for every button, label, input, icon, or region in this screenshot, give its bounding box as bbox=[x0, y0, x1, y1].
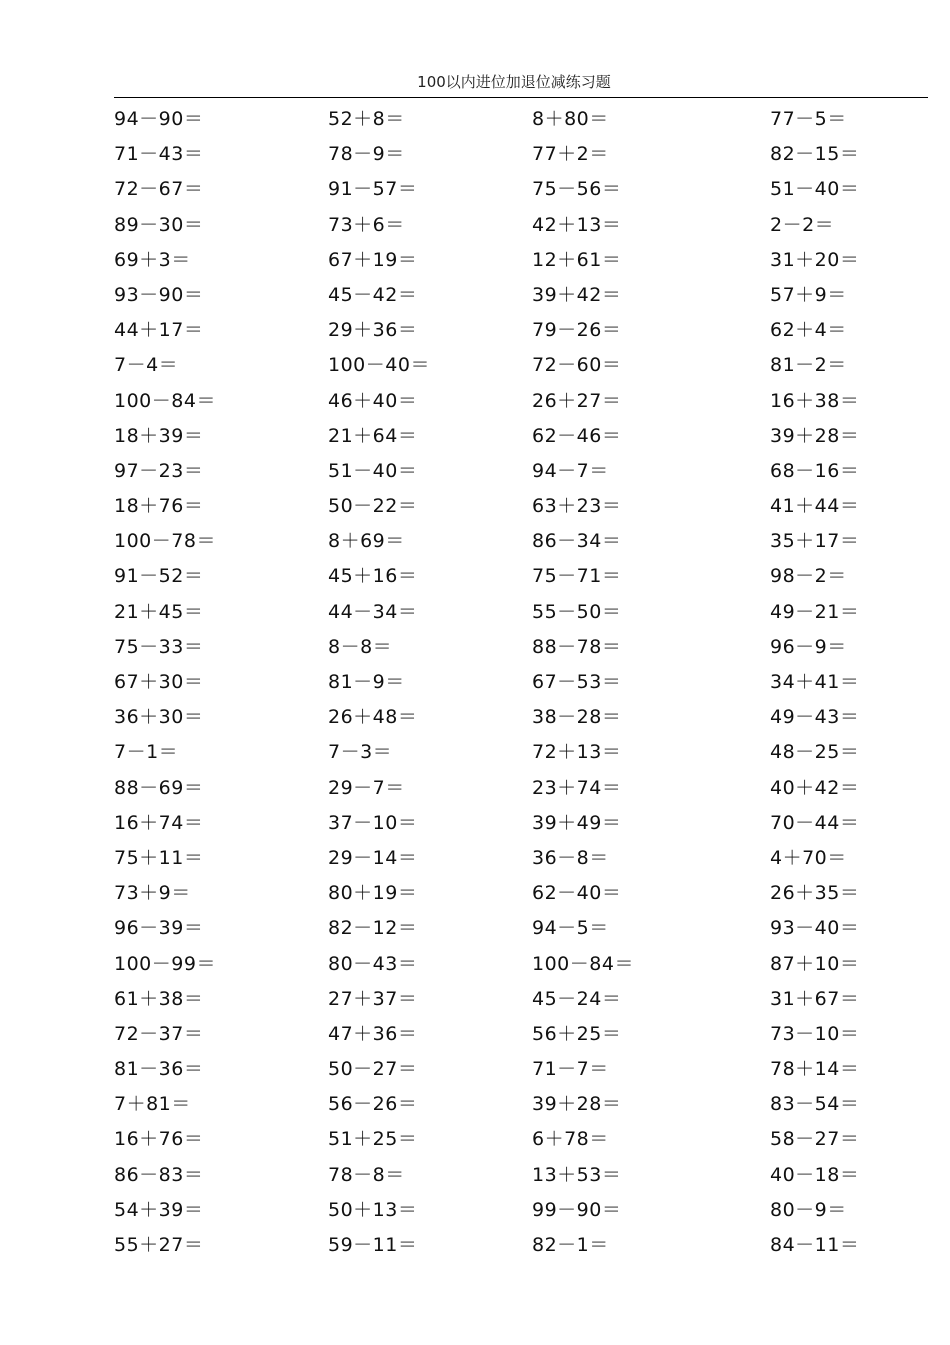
problem-row bbox=[0, 1087, 950, 1122]
problem-item: 44－34＝ bbox=[328, 600, 418, 623]
problem-item: 39＋42＝ bbox=[532, 283, 622, 306]
problem-item: 73＋9＝ bbox=[114, 882, 191, 905]
problem-item: 7＋81＝ bbox=[114, 1093, 191, 1116]
problem-item: 56＋25＝ bbox=[532, 1022, 622, 1045]
problem-item: 84－11＝ bbox=[770, 1234, 860, 1256]
problem-item: 62－40＝ bbox=[532, 882, 622, 905]
problem-item: 31＋20＝ bbox=[770, 248, 860, 271]
problem-row bbox=[0, 841, 950, 876]
problem-item: 18＋39＝ bbox=[114, 424, 204, 447]
problem-item: 62－46＝ bbox=[532, 424, 622, 447]
problem-item: 80＋19＝ bbox=[328, 882, 418, 905]
problem-item: 72＋13＝ bbox=[532, 741, 622, 764]
problem-item: 62＋4＝ bbox=[770, 319, 847, 342]
problem-item: 16＋38＝ bbox=[770, 389, 860, 412]
problem-item: 21＋45＝ bbox=[114, 600, 204, 623]
problem-item: 73＋6＝ bbox=[328, 213, 405, 236]
problem-item: 47＋36＝ bbox=[328, 1022, 418, 1045]
problem-item: 55＋27＝ bbox=[114, 1234, 204, 1256]
problem-item: 75－56＝ bbox=[532, 178, 622, 201]
problem-item: 2－2＝ bbox=[770, 213, 835, 236]
problem-item: 75－33＝ bbox=[114, 635, 204, 658]
problem-row bbox=[0, 1122, 950, 1157]
problem-row bbox=[0, 595, 950, 630]
problem-item: 13＋53＝ bbox=[532, 1163, 622, 1186]
problem-item: 39＋28＝ bbox=[532, 1093, 622, 1116]
problem-item: 6＋78＝ bbox=[532, 1128, 609, 1151]
problem-row bbox=[0, 102, 950, 137]
problem-item: 49－43＝ bbox=[770, 706, 860, 729]
problem-item: 52＋8＝ bbox=[328, 108, 405, 130]
problem-item: 7－3＝ bbox=[328, 741, 393, 764]
problem-item: 81－2＝ bbox=[770, 354, 847, 377]
problem-item: 87＋10＝ bbox=[770, 952, 860, 975]
problem-item: 82－15＝ bbox=[770, 143, 860, 166]
problem-item: 94－7＝ bbox=[532, 459, 609, 482]
problem-item: 77－5＝ bbox=[770, 108, 847, 130]
problem-row bbox=[0, 947, 950, 982]
problem-item: 55－50＝ bbox=[532, 600, 622, 623]
problem-item: 37－10＝ bbox=[328, 811, 418, 834]
problem-row bbox=[0, 559, 950, 594]
problem-item: 44＋17＝ bbox=[114, 319, 204, 342]
problem-item: 77＋2＝ bbox=[532, 143, 609, 166]
problem-row bbox=[0, 806, 950, 841]
problem-row bbox=[0, 454, 950, 489]
problem-item: 82－12＝ bbox=[328, 917, 418, 940]
problem-item: 51＋25＝ bbox=[328, 1128, 418, 1151]
problem-item: 68－16＝ bbox=[770, 459, 860, 482]
problem-item: 41＋44＝ bbox=[770, 495, 860, 518]
problem-item: 51－40＝ bbox=[770, 178, 860, 201]
problem-item: 94－5＝ bbox=[532, 917, 609, 940]
problem-item: 88－69＝ bbox=[114, 776, 204, 799]
problem-item: 71－43＝ bbox=[114, 143, 204, 166]
problem-row bbox=[0, 982, 950, 1017]
problem-row bbox=[0, 384, 950, 419]
problem-item: 81－9＝ bbox=[328, 671, 405, 693]
problem-row bbox=[0, 348, 950, 383]
problem-item: 39＋49＝ bbox=[532, 811, 622, 834]
problem-item: 26＋35＝ bbox=[770, 882, 860, 905]
problem-item: 56－26＝ bbox=[328, 1093, 418, 1116]
problem-item: 100－40＝ bbox=[328, 354, 430, 377]
problem-item: 78－8＝ bbox=[328, 1163, 405, 1186]
problem-item: 12＋61＝ bbox=[532, 248, 622, 271]
problem-item: 78－9＝ bbox=[328, 143, 405, 166]
problem-item: 80－9＝ bbox=[770, 1198, 847, 1221]
problem-item: 31＋67＝ bbox=[770, 987, 860, 1010]
problem-row bbox=[0, 630, 950, 665]
problem-item: 36－8＝ bbox=[532, 846, 609, 869]
problem-item: 89－30＝ bbox=[114, 213, 204, 236]
problem-row bbox=[0, 876, 950, 911]
problem-item: 80－43＝ bbox=[328, 952, 418, 975]
problem-item: 26＋48＝ bbox=[328, 706, 418, 729]
problem-item: 23＋74＝ bbox=[532, 776, 622, 799]
problem-item: 4＋70＝ bbox=[770, 846, 847, 869]
problem-item: 29＋36＝ bbox=[328, 319, 418, 342]
problem-item: 94－90＝ bbox=[114, 108, 204, 130]
problem-item: 72－37＝ bbox=[114, 1022, 204, 1045]
problem-row bbox=[0, 700, 950, 735]
problem-item: 48－25＝ bbox=[770, 741, 860, 764]
problem-item: 63＋23＝ bbox=[532, 495, 622, 518]
problem-item: 72－60＝ bbox=[532, 354, 622, 377]
problem-item: 49－21＝ bbox=[770, 600, 860, 623]
problem-item: 72－67＝ bbox=[114, 178, 204, 201]
problem-item: 75－71＝ bbox=[532, 565, 622, 588]
problem-row bbox=[0, 1017, 950, 1052]
problem-row bbox=[0, 419, 950, 454]
problem-item: 29－14＝ bbox=[328, 846, 418, 869]
problem-item: 67＋30＝ bbox=[114, 671, 204, 693]
problem-row bbox=[0, 735, 950, 770]
problem-item: 7－1＝ bbox=[114, 741, 179, 764]
problem-item: 70－44＝ bbox=[770, 811, 860, 834]
problem-item: 46＋40＝ bbox=[328, 389, 418, 412]
problem-item: 82－1＝ bbox=[532, 1234, 609, 1256]
problem-item: 40＋42＝ bbox=[770, 776, 860, 799]
problem-item: 59－11＝ bbox=[328, 1234, 418, 1256]
problem-row bbox=[0, 665, 950, 700]
problem-item: 34＋41＝ bbox=[770, 671, 860, 693]
problem-row bbox=[0, 172, 950, 207]
problem-item: 83－54＝ bbox=[770, 1093, 860, 1116]
problem-row bbox=[0, 1052, 950, 1087]
page-title: 100以内进位加退位减练习题 bbox=[417, 73, 611, 91]
problem-row bbox=[0, 243, 950, 278]
problem-item: 93－40＝ bbox=[770, 917, 860, 940]
problem-item: 57＋9＝ bbox=[770, 283, 847, 306]
problem-row bbox=[0, 489, 950, 524]
problem-item: 40－18＝ bbox=[770, 1163, 860, 1186]
problem-item: 86－34＝ bbox=[532, 530, 622, 553]
problem-item: 16＋74＝ bbox=[114, 811, 204, 834]
problem-item: 8＋69＝ bbox=[328, 530, 405, 553]
problem-item: 42＋13＝ bbox=[532, 213, 622, 236]
problem-item: 45－24＝ bbox=[532, 987, 622, 1010]
problem-row bbox=[0, 1228, 950, 1263]
problem-item: 98－2＝ bbox=[770, 565, 847, 588]
problem-item: 58－27＝ bbox=[770, 1128, 860, 1151]
problem-item: 100－84＝ bbox=[532, 952, 634, 975]
problem-item: 97－23＝ bbox=[114, 459, 204, 482]
problem-item: 69＋3＝ bbox=[114, 248, 191, 271]
problem-item: 79－26＝ bbox=[532, 319, 622, 342]
problem-item: 67－53＝ bbox=[532, 671, 622, 693]
problem-item: 100－99＝ bbox=[114, 952, 216, 975]
problem-row bbox=[0, 771, 950, 806]
problem-item: 8－8＝ bbox=[328, 635, 393, 658]
problem-item: 71－7＝ bbox=[532, 1058, 609, 1081]
problem-row bbox=[0, 911, 950, 946]
problem-item: 93－90＝ bbox=[114, 283, 204, 306]
problem-item: 54＋39＝ bbox=[114, 1198, 204, 1221]
problem-item: 96－39＝ bbox=[114, 917, 204, 940]
problem-item: 36＋30＝ bbox=[114, 706, 204, 729]
problem-item: 7－4＝ bbox=[114, 354, 179, 377]
problem-item: 50－22＝ bbox=[328, 495, 418, 518]
problem-item: 45－42＝ bbox=[328, 283, 418, 306]
problem-row bbox=[0, 208, 950, 243]
problem-item: 91－52＝ bbox=[114, 565, 204, 588]
problem-item: 35＋17＝ bbox=[770, 530, 860, 553]
problem-item: 61＋38＝ bbox=[114, 987, 204, 1010]
problem-row bbox=[0, 313, 950, 348]
problem-item: 86－83＝ bbox=[114, 1163, 204, 1186]
problem-row bbox=[0, 1193, 950, 1228]
problem-row bbox=[0, 278, 950, 313]
problem-item: 16＋76＝ bbox=[114, 1128, 204, 1151]
problem-item: 67＋19＝ bbox=[328, 248, 418, 271]
problem-item: 75＋11＝ bbox=[114, 846, 204, 869]
problem-item: 96－9＝ bbox=[770, 635, 847, 658]
problem-item: 88－78＝ bbox=[532, 635, 622, 658]
title-divider bbox=[114, 97, 928, 98]
problem-row bbox=[0, 1158, 950, 1193]
problem-item: 26＋27＝ bbox=[532, 389, 622, 412]
problem-item: 45＋16＝ bbox=[328, 565, 418, 588]
problem-item: 78＋14＝ bbox=[770, 1058, 860, 1081]
problem-row bbox=[0, 524, 950, 559]
problem-item: 51－40＝ bbox=[328, 459, 418, 482]
problem-row bbox=[0, 137, 950, 172]
problem-item: 29－7＝ bbox=[328, 776, 405, 799]
problem-grid bbox=[0, 102, 950, 1263]
problem-item: 100－84＝ bbox=[114, 389, 216, 412]
problem-item: 81－36＝ bbox=[114, 1058, 204, 1081]
problem-item: 50＋13＝ bbox=[328, 1198, 418, 1221]
problem-item: 21＋64＝ bbox=[328, 424, 418, 447]
problem-item: 27＋37＝ bbox=[328, 987, 418, 1010]
problem-item: 8＋80＝ bbox=[532, 108, 609, 130]
problem-item: 38－28＝ bbox=[532, 706, 622, 729]
problem-item: 100－78＝ bbox=[114, 530, 216, 553]
problem-item: 73－10＝ bbox=[770, 1022, 860, 1045]
problem-item: 99－90＝ bbox=[532, 1198, 622, 1221]
problem-item: 50－27＝ bbox=[328, 1058, 418, 1081]
problem-item: 18＋76＝ bbox=[114, 495, 204, 518]
problem-item: 91－57＝ bbox=[328, 178, 418, 201]
problem-item: 39＋28＝ bbox=[770, 424, 860, 447]
